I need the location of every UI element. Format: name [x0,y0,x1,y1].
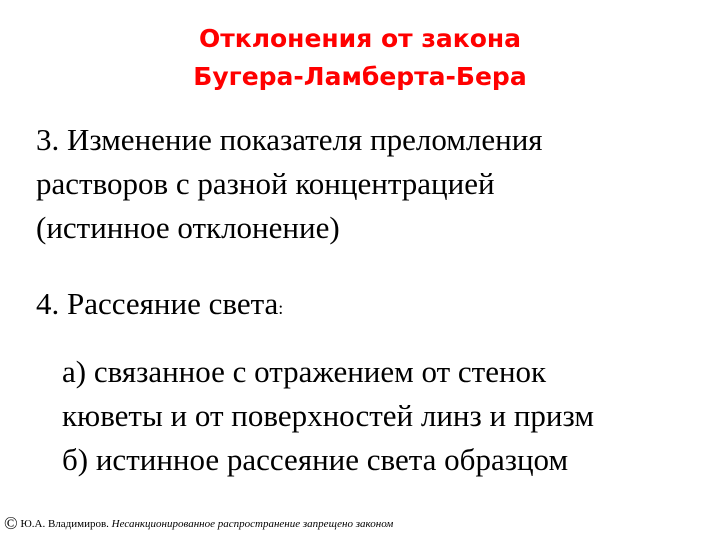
slide-title [0,20,720,96]
copyright-footer [4,514,393,533]
point-3-line-3: (истинное отклонение) [36,210,340,245]
point-3-line-1: 3. Изменение показателя преломления [36,122,543,157]
point-3-line-2: растворов с разной концентрацией [36,166,495,201]
point-3-refractive-index [36,118,543,250]
subpoint-a-line-1: а) связанное с отражением от стенок [62,354,547,389]
subpoint-b: б) истинное рассеяние света образцом [62,442,569,477]
point-4-light-scattering [36,282,283,330]
subpoint-a-line-2: кюветы и от поверхностей линз и призм [62,398,594,433]
slide-title-line-2: Бугера-Ламберта-Бера [193,62,527,91]
point-4-colon: : [278,298,284,318]
footer-notice: Несанкционированное распространение запрещено законом [111,518,394,530]
slide-title-line-1: Отклонения от закона [198,24,522,53]
footer-author: Ю.А. Владимиров. [20,518,109,530]
point-4-subpoints [62,350,594,482]
point-4-text: 4. Рассеяние света [36,286,279,321]
copyright-icon: © [4,513,18,533]
